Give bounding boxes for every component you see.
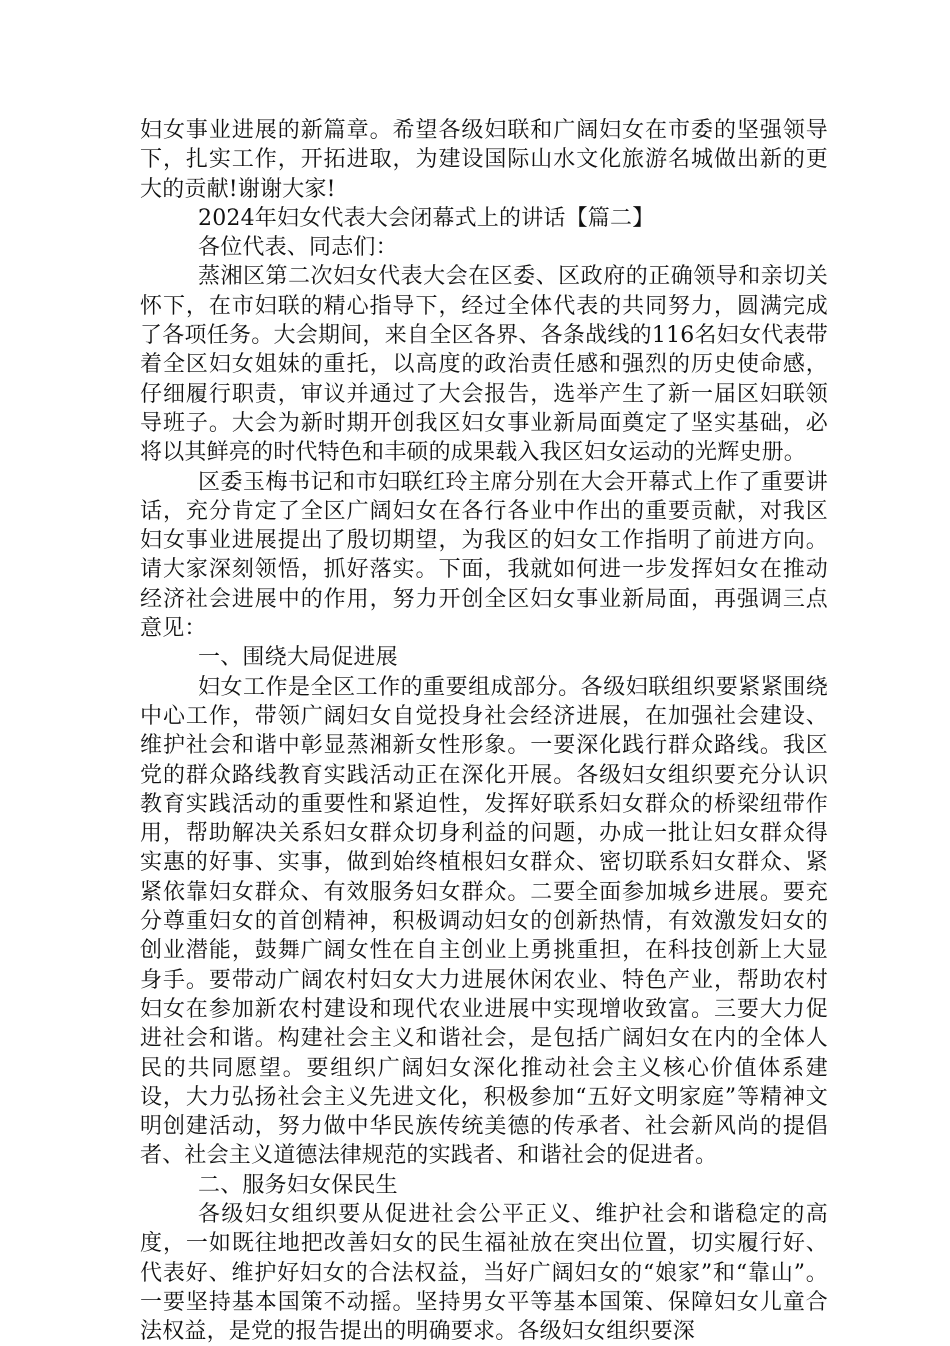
body-paragraph: 妇女工作是全区工作的重要组成部分。各级妇联组织要紧紧围绕中心工作，带领广阔妇女自觉投身社会经济进展，在加强社会建设、维护社会和谐中彰显蒸湘新女性形象。一要深化践行群众路线。我区党的群众路线教育实践活动正在深化开展。各级妇女组织要充分认识教育实践活动的重要性和紧迫性，发挥好联系妇女群众的桥梁纽带作用，帮助解决关系妇女群众切身利益的问题，办成一批让妇女群众得实惠的好事、实事，做到始终植根妇女群众、密切联系妇女群众、紧紧依靠妇女群众、有效服务妇女群众。二要全面参加城乡进展。要充分尊重妇女的首创精神，积极调动妇女的创新热情，有效激发妇女的创业潜能，鼓舞广阔女性在自主创业上勇挑重担，在科技创新上大显身手。要带动广阔农村妇女大力进展休闲农业、特色产业，帮助农村妇女在参加新农村建设和现代农业进展中实现增收致富。三要大力促进社会和谐。构建社会主义和谐社会，是包括广阔妇女在内的全体人民的共同愿望。要组织广阔妇女深化推动社会主义核心价值体系建设，大力弘扬社会主义先进文化，积极参加“五好文明家庭”等精神文明创建活动，努力做中华民族传统美德的传承者、社会新风尚的提倡者、社会主义道德法律规范的实践者、和谐社会的促进者。 [140, 674, 828, 1169]
salutation: 各位代表、同志们： [198, 235, 398, 261]
body-paragraph: 区委玉梅书记和市妇联红玲主席分别在大会开幕式上作了重要讲话，充分肯定了全区广阔妇女在各行各业中作出的重要贡献，对我区妇女事业进展提出了殷切期望，为我区的妇女工作指明了前进方向。请大家深刻领悟，抓好落实。下面，我就如何进一步发挥妇女在推动经济社会进展中的作用，努力开创全区妇女事业新局面，再强调三点意见： [140, 469, 828, 642]
body-paragraph: 各级妇女组织要从促进社会公平正义、维护社会和谐稳定的高度，一如既往地把改善妇女的民生福祉放在突出位置，切实履行好、代表好、维护好妇女的合法权益，当好广阔妇女的“娘家”和“靠山”。一要坚持基本国策不动摇。坚持男女平等基本国策、保障妇女儿童合法权益，是党的报告提出的明确要求。各级妇女组织要深 [140, 1201, 828, 1345]
document-page [140, 116, 828, 1346]
body-paragraph: 蒸湘区第二次妇女代表大会在区委、区政府的正确领导和亲切关怀下，在市妇联的精心指导下，经过全体代表的共同努力，圆满完成了各项任务。大会期间，来自全区各界、各条战线的116名妇女代表带着全区妇女姐妹的重托，以高度的政治责任感和强烈的历史使命感，仔细履行职责，审议并通过了大会报告，选举产生了新一届区妇联领导班子。大会为新时期开创我区妇女事业新局面奠定了坚实基础，必将以其鲜亮的时代特色和丰硕的成果载入我区妇女运动的光辉史册。 [140, 264, 828, 466]
speech-title: 2024年妇女代表大会闭幕式上的讲话【篇二】 [198, 205, 655, 231]
section-heading-2: 二、服务妇女保民生 [198, 1172, 398, 1198]
section-heading-1: 一、围绕大局促进展 [198, 645, 398, 671]
closing-paragraph: 妇女事业进展的新篇章。希望各级妇联和广阔妇女在市委的坚强领导下，扎实工作，开拓进取，为建设国际山水文化旅游名城做出新的更大的贡献!谢谢大家! [140, 118, 828, 202]
